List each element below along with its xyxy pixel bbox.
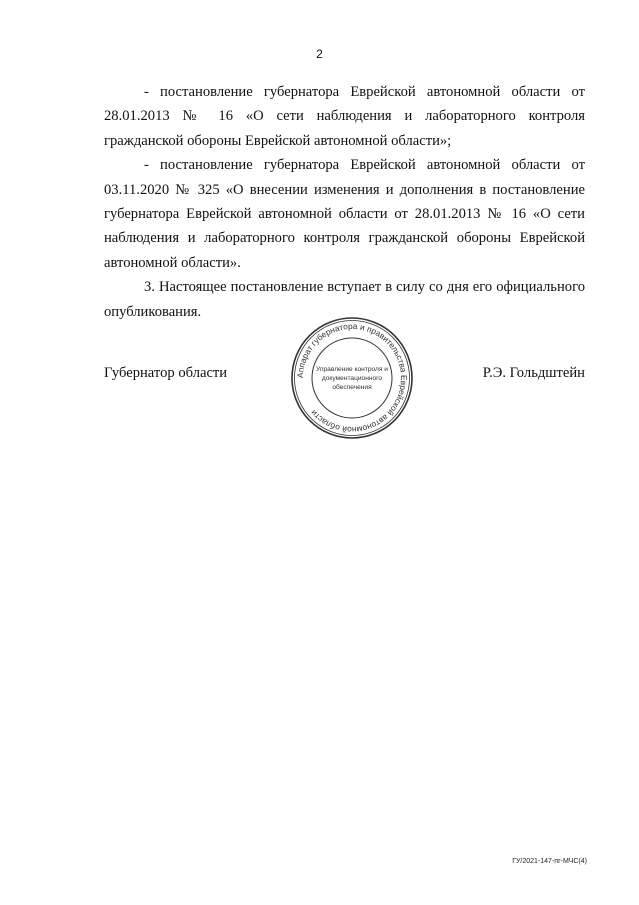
seal-inner-line: Управление контроля и — [316, 366, 388, 373]
paragraph-item: - постановление губернатора Еврейской автономной области от 03.11.2020 № 325 «О внесении изменения и дополнения в постановление губернатора Еврейской автономной области от 28.01.2013 № 16 «О сети наблюдения и лабораторного контроля гражданской обороны Еврейской автономной области». — [104, 157, 585, 271]
seal-inner-line: документационного — [321, 375, 383, 382]
signatory-position: Губернатор области — [104, 365, 228, 381]
document-registration-code: ГУ/2021-147-пг-МЧС(4) — [512, 858, 587, 865]
seal-graphic — [290, 316, 414, 440]
paragraph-item: 3. Настоящее постановление вступает в силу со дня его официального опубликования. — [104, 279, 585, 320]
seal-inner-line: обеспечения — [332, 384, 372, 391]
seal-outer-text: Аппарат губернатора и правительства Еврейской автономной области — [294, 320, 410, 436]
paragraph-item: - постановление губернатора Еврейской автономной области от 28.01.2013 № 16 «О сети наблюдения и лабораторного контроля гражданской обороны Еврейской автономной области»; — [104, 84, 585, 149]
document-body — [104, 80, 585, 324]
official-seal — [290, 316, 414, 440]
page-number: 2 — [316, 47, 323, 61]
signatory-name: Р.Э. Гольдштейн — [482, 365, 585, 381]
